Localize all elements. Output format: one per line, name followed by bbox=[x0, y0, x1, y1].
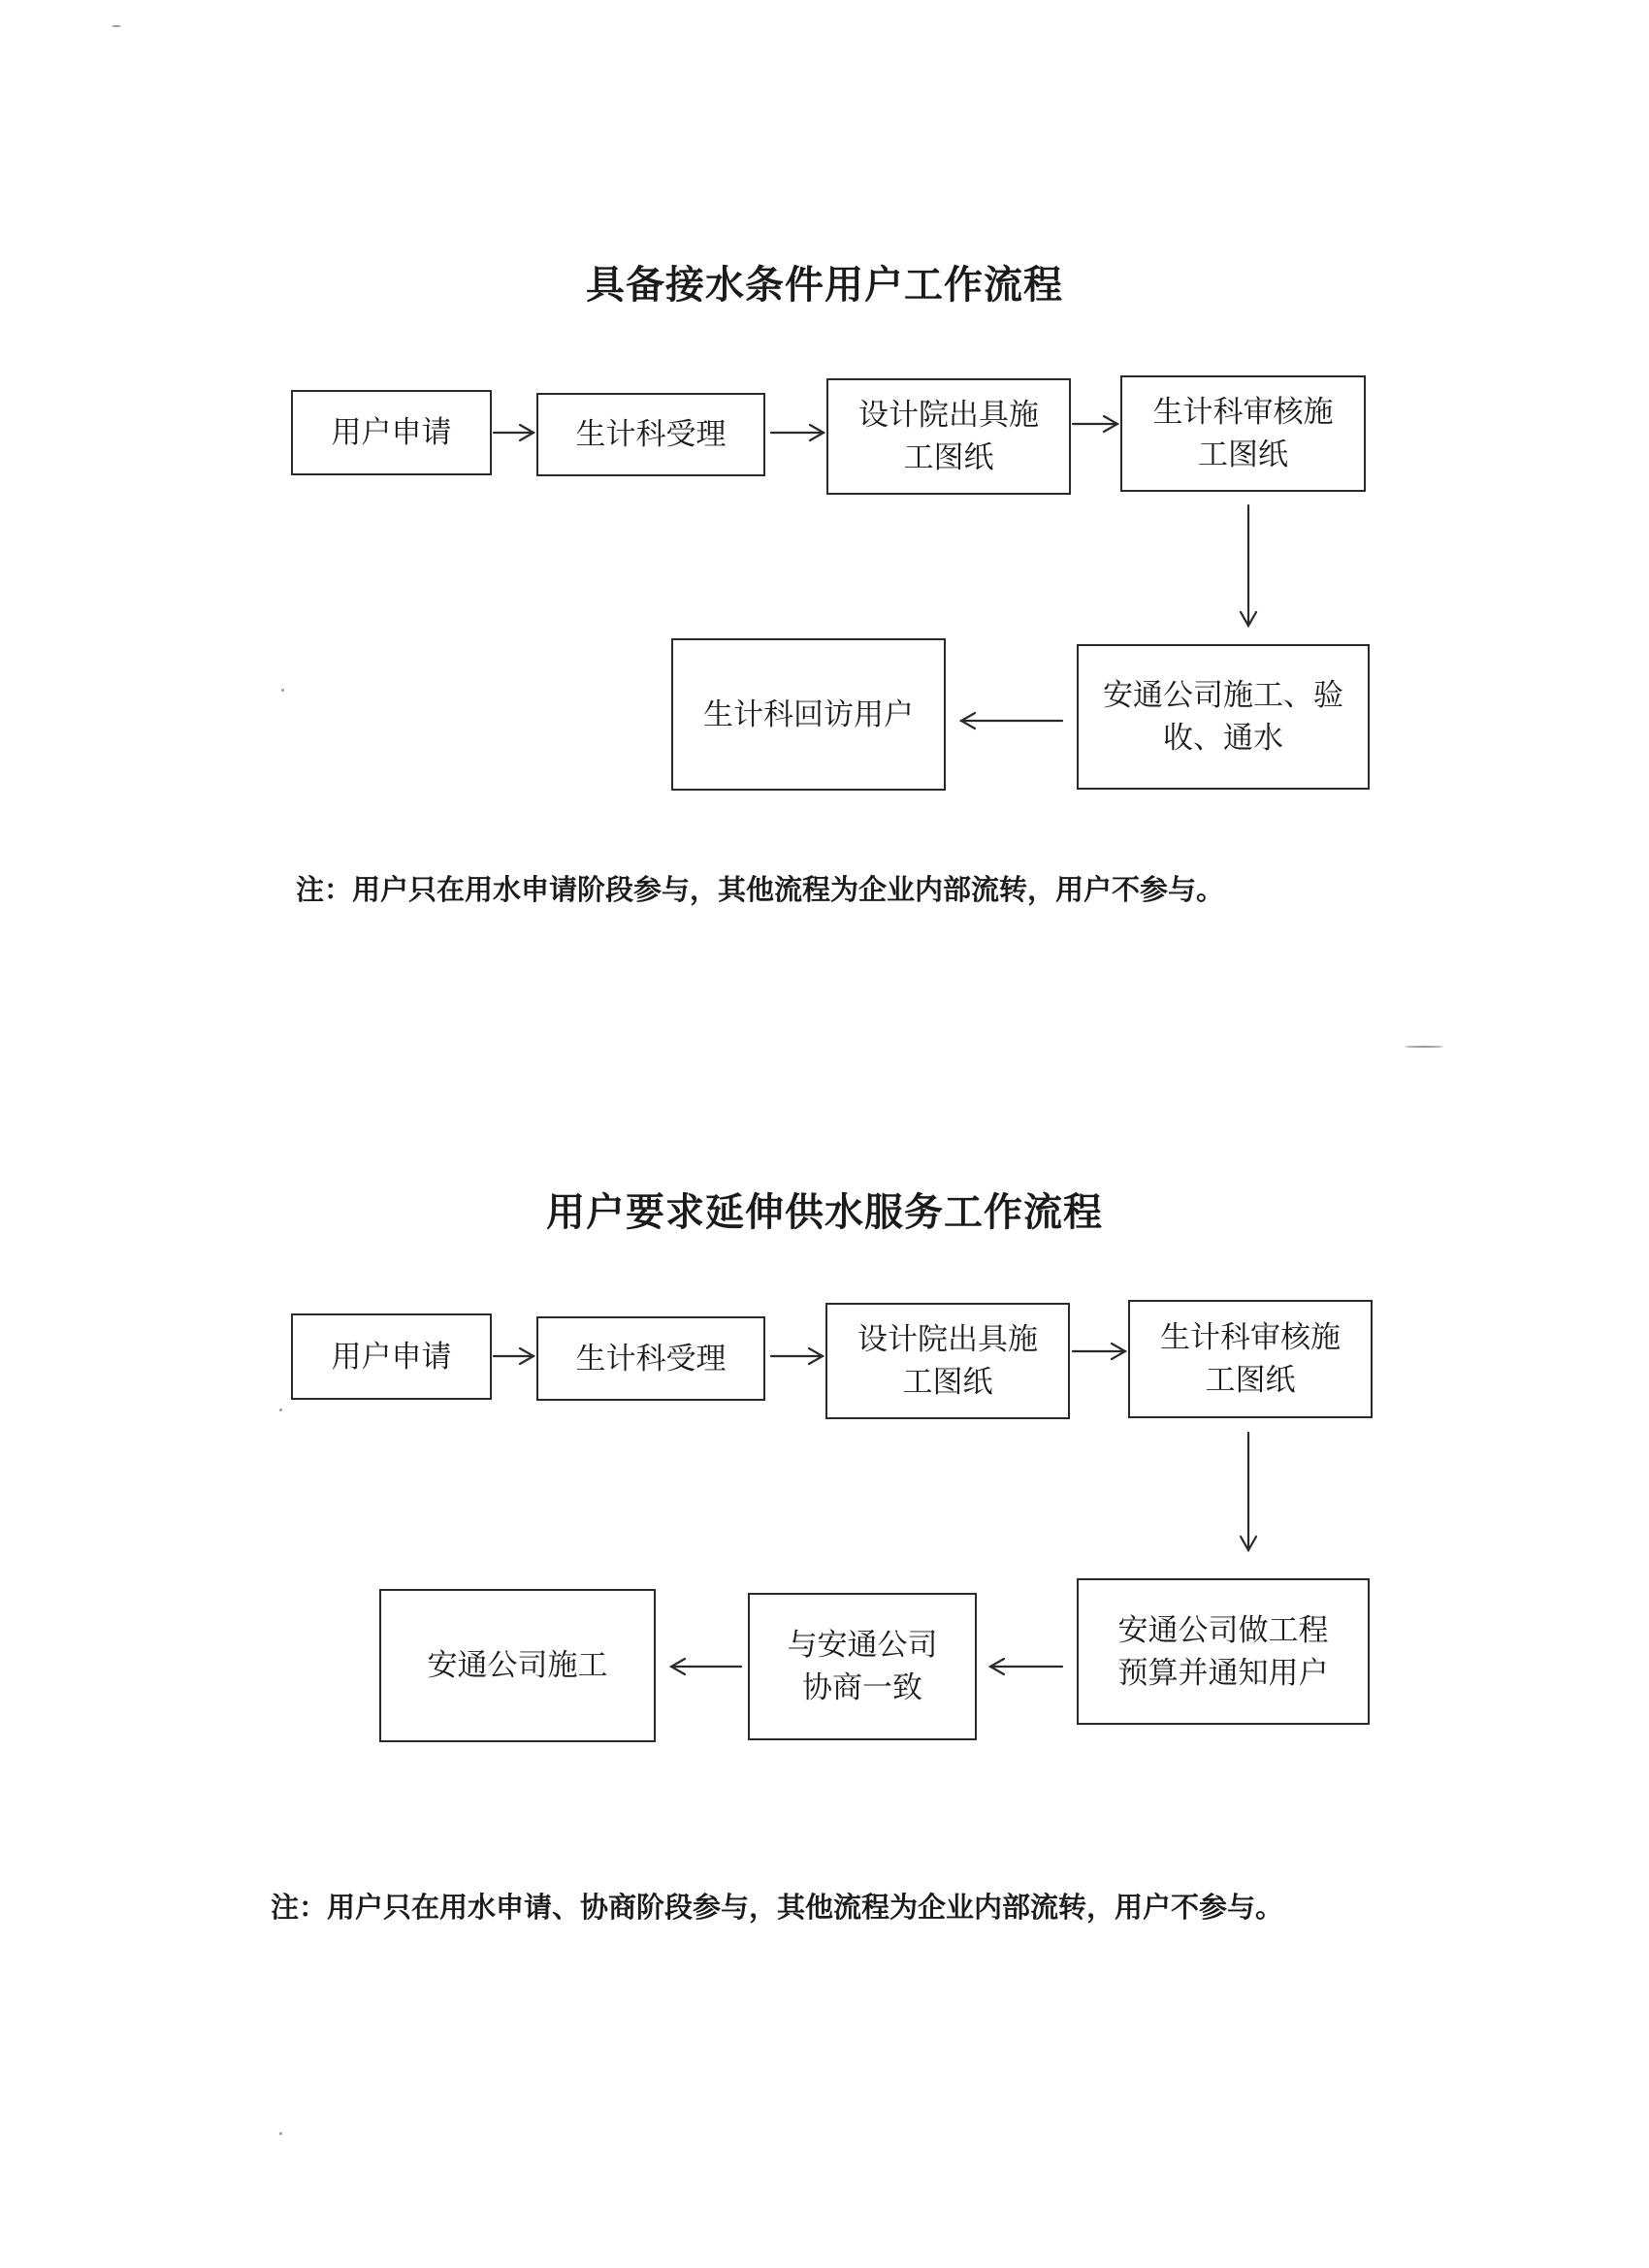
flow1-step-construct: 安通公司施工、验 收、通水 bbox=[1077, 644, 1370, 790]
flow2-step-accept: 生计科受理 bbox=[536, 1316, 765, 1401]
flow2-arrow-4 bbox=[1241, 1433, 1256, 1550]
flow2-arrow-1 bbox=[494, 1348, 534, 1364]
flow1-arrow-2 bbox=[771, 425, 824, 440]
flow1-title: 具备接水条件用户工作流程 bbox=[586, 263, 1063, 308]
scan-speck bbox=[112, 25, 121, 27]
flow2-arrow-2 bbox=[771, 1348, 823, 1364]
flow2-step-construct: 安通公司施工 bbox=[379, 1589, 656, 1742]
flow1-arrow-1 bbox=[494, 425, 534, 440]
flow1-step-revisit: 生计科回访用户 bbox=[671, 638, 946, 791]
flow1-arrow-5 bbox=[961, 713, 1062, 729]
flow2-step-review: 生计科审核施 工图纸 bbox=[1128, 1300, 1373, 1418]
flow1-step-design: 设计院出具施 工图纸 bbox=[826, 378, 1071, 495]
scan-speck bbox=[279, 1409, 282, 1411]
scan-speck bbox=[279, 2132, 282, 2135]
flow1-arrow-3 bbox=[1073, 416, 1117, 432]
flow2-title: 用户要求延伸供水服务工作流程 bbox=[546, 1190, 1103, 1235]
flow1-step-accept: 生计科受理 bbox=[536, 393, 765, 476]
flow2-step-design: 设计院出具施 工图纸 bbox=[825, 1303, 1070, 1419]
flow1-note: 注：用户只在用水申请阶段参与，其他流程为企业内部流转，用户不参与。 bbox=[296, 873, 1225, 906]
flow1-step-user-apply: 用户申请 bbox=[291, 390, 492, 475]
scan-speck bbox=[1405, 1046, 1443, 1048]
flow2-arrow-5 bbox=[990, 1659, 1062, 1674]
flow1-arrow-4 bbox=[1241, 505, 1256, 626]
flow1-step-review: 生计科审核施 工图纸 bbox=[1120, 375, 1366, 492]
flow2-arrow-6 bbox=[671, 1659, 741, 1674]
flow2-step-budget: 安通公司做工程 预算并通知用户 bbox=[1077, 1578, 1370, 1725]
flow2-note: 注：用户只在用水申请、协商阶段参与，其他流程为企业内部流转，用户不参与。 bbox=[271, 1891, 1284, 1924]
flow2-step-negotiate: 与安通公司 协商一致 bbox=[748, 1593, 977, 1740]
flow2-step-user-apply: 用户申请 bbox=[291, 1313, 492, 1400]
flow2-arrow-3 bbox=[1073, 1344, 1125, 1359]
scan-speck bbox=[281, 689, 284, 692]
